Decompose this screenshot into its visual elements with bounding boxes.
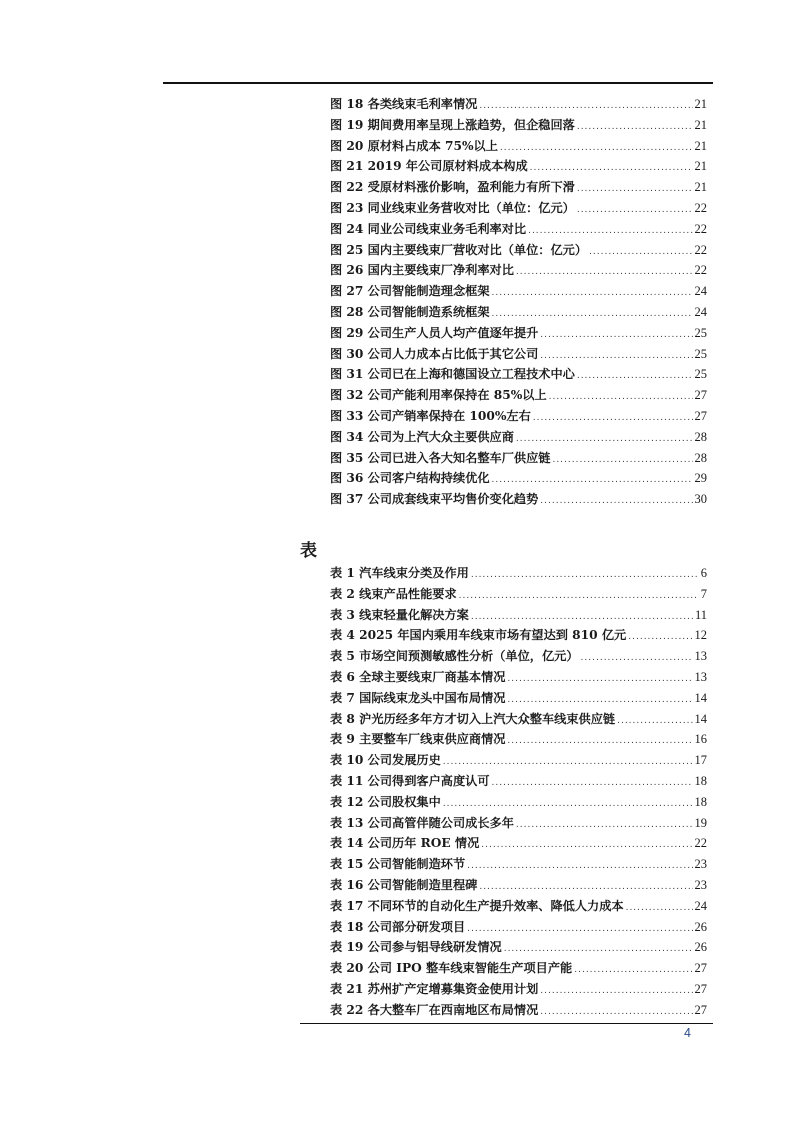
toc-figure-entry-label: 图 24 同业公司线束业务毛利率对比 [330, 221, 527, 236]
toc-figure-entry-label: 图 32 公司产能利用率保持在 85%以上 [330, 388, 547, 403]
dot-leader [577, 179, 693, 200]
toc-table-entry[interactable] [330, 750, 707, 771]
toc-figure-entry-label: 图 26 国内主要线束厂净利率对比 [330, 263, 514, 278]
dot-leader [528, 221, 692, 242]
toc-table-entry-page: 13 [694, 669, 707, 684]
toc-figure-entry-page: 30 [694, 492, 707, 507]
toc-table-entry-label: 表 13 公司高管伴随公司成长多年 [330, 815, 514, 830]
toc-figure-entry[interactable] [330, 115, 707, 136]
toc-table-entry-page: 14 [694, 690, 707, 705]
toc-figure-entry-label: 图 33 公司产销率保持在 100%左右 [330, 408, 531, 423]
toc-table-entry[interactable] [330, 917, 707, 938]
page-number: 4 [684, 1026, 691, 1040]
toc-table-entry[interactable] [330, 584, 707, 605]
toc-table-entry-page: 17 [694, 753, 707, 768]
toc-table-entry-label: 表 12 公司股权集中 [330, 794, 441, 809]
toc-table-entry-label: 表 18 公司部分研发项目 [330, 919, 466, 934]
toc-table-entry[interactable] [330, 792, 707, 813]
toc-figure-entry-page: 22 [694, 221, 707, 236]
toc-figure-entry-page: 21 [694, 159, 707, 174]
dot-leader [577, 117, 693, 138]
toc-figure-entry[interactable] [330, 385, 707, 406]
toc-figure-entry-label: 图 21 2019 年公司原材料成本构成 [330, 159, 528, 174]
toc-figure-entry-label: 图 27 公司智能制造理念框架 [330, 284, 490, 299]
dot-leader [549, 387, 693, 408]
toc-table-entry[interactable] [330, 646, 707, 667]
toc-figure-entry[interactable] [330, 260, 707, 281]
dot-leader [479, 877, 692, 898]
toc-table-entry[interactable] [330, 854, 707, 875]
dot-leader [540, 325, 692, 346]
dot-leader [581, 648, 693, 669]
toc-table-entry-page: 12 [694, 628, 707, 643]
toc-table-entry-label: 表 22 各大整车厂在西南地区布局情况 [330, 1002, 539, 1017]
toc-table-entry-label: 表 7 国际线束龙头中国布局情况 [330, 690, 506, 705]
toc-figure-entry-label: 图 18 各类线束毛利率情况 [330, 97, 478, 111]
toc-figure-entry[interactable] [330, 406, 707, 427]
toc-figure-entry[interactable] [330, 448, 707, 469]
toc-figure-entry[interactable] [330, 177, 707, 198]
toc-figure-entry[interactable] [330, 156, 707, 177]
toc-table-entry[interactable] [330, 771, 707, 792]
toc-table-entry-label: 表 21 苏州扩产定增募集资金使用计划 [330, 981, 539, 996]
toc-figure-entry[interactable] [330, 468, 707, 489]
dot-leader [492, 283, 693, 304]
toc-table-entry[interactable] [330, 958, 707, 979]
toc-figure-entry-label: 图 37 公司成套线束平均售价变化趋势 [330, 492, 539, 507]
toc-table-entry-page: 11 [694, 607, 707, 622]
toc-figure-entry-label: 图 36 公司客户结构持续优化 [330, 471, 490, 486]
toc-figure-entry-page: 25 [694, 346, 707, 361]
dot-leader [459, 586, 699, 607]
toc-figure-entry-label: 图 30 公司人力成本占比低于其它公司 [330, 346, 539, 361]
dot-leader [577, 200, 693, 221]
toc-table-entry[interactable] [330, 605, 707, 626]
toc-figure-entry[interactable] [330, 240, 707, 261]
toc-figure-entry[interactable] [330, 323, 707, 344]
toc-table-entry[interactable] [330, 625, 707, 646]
toc-figure-entry[interactable] [330, 344, 707, 365]
dot-leader [471, 565, 699, 586]
toc-figure-entry-label: 图 31 公司已在上海和德国设立工程技术中心 [330, 367, 575, 382]
toc-table-entry-label: 表 10 公司发展历史 [330, 753, 441, 768]
toc-figure-entry-label: 图 23 同业线束业务营收对比（单位：亿元） [330, 200, 575, 215]
toc-figure-entry[interactable] [330, 94, 707, 115]
toc-table-entry-label: 表 17 不同环节的自动化生产提升效率、降低人力成本 [330, 898, 624, 913]
toc-table-entry-page: 18 [694, 773, 707, 788]
dot-leader [507, 731, 692, 752]
tables-section-heading: 表 [300, 541, 317, 561]
toc-table-entry-page: 7 [700, 586, 707, 601]
dot-leader [443, 794, 693, 815]
toc-table-entry-page: 19 [694, 815, 707, 830]
dot-leader [516, 815, 693, 836]
toc-table-entry[interactable] [330, 688, 707, 709]
toc-figure-entry-page: 21 [694, 117, 707, 132]
toc-figure-entry-page: 29 [694, 471, 707, 486]
dot-leader [443, 752, 693, 773]
toc-table-entry-label: 表 15 公司智能制造环节 [330, 857, 466, 872]
dot-leader [481, 835, 692, 856]
toc-figure-entry-label: 图 25 国内主要线束厂营收对比（单位：亿元） [330, 242, 588, 257]
dot-leader [492, 304, 693, 325]
toc-table-entry-page: 27 [694, 1002, 707, 1017]
dot-leader [507, 690, 692, 711]
toc-table-entry[interactable] [330, 813, 707, 834]
toc-table-entry[interactable] [330, 896, 707, 917]
dot-leader [540, 491, 692, 512]
dot-leader [507, 669, 692, 690]
toc-figure-entry[interactable] [330, 302, 707, 323]
toc-table-entry-label: 表 9 主要整车厂线束供应商情况 [330, 732, 506, 747]
table-list [330, 563, 707, 1021]
toc-figure-entry-page: 28 [694, 429, 707, 444]
footer-rule [300, 1023, 713, 1024]
toc-table-entry-label: 表 3 线束轻量化解决方案 [330, 607, 469, 622]
toc-table-entry-page: 18 [694, 794, 707, 809]
dot-leader [552, 450, 692, 471]
dot-leader [500, 138, 693, 159]
dot-leader [479, 96, 692, 117]
toc-table-entry-label: 表 6 全球主要线束厂商基本情况 [330, 669, 506, 684]
toc-figure-entry[interactable] [330, 364, 707, 385]
toc-table-entry-page: 23 [694, 857, 707, 872]
toc-figure-entry-label: 图 35 公司已进入各大知名整车厂供应链 [330, 450, 551, 465]
toc-table-entry-label: 表 19 公司参与铝导线研发情况 [330, 940, 502, 955]
toc-table-entry[interactable] [330, 729, 707, 750]
toc-figure-entry-page: 21 [694, 180, 707, 195]
toc-figure-entry[interactable] [330, 489, 707, 510]
dot-leader [504, 939, 693, 960]
toc-figure-entry[interactable] [330, 198, 707, 219]
toc-figure-entry-label: 图 19 期间费用率呈现上涨趋势，但企稳回落 [330, 117, 575, 132]
dot-leader [467, 856, 692, 877]
dot-leader [516, 429, 693, 450]
toc-figure-entry-page: 25 [694, 367, 707, 382]
figure-list [330, 94, 707, 510]
toc-table-entry-label: 表 1 汽车线束分类及作用 [330, 566, 469, 580]
toc-figure-entry-page: 24 [694, 304, 707, 319]
toc-table-entry-page: 23 [694, 877, 707, 892]
dot-leader [533, 408, 693, 429]
toc-table-entry-page: 27 [694, 961, 707, 976]
dot-leader [626, 898, 693, 919]
toc-table-entry[interactable] [330, 1000, 707, 1021]
toc-figure-entry-label: 图 28 公司智能制造系统框架 [330, 304, 490, 319]
dot-leader [540, 346, 692, 367]
toc-table-entry[interactable] [330, 875, 707, 896]
toc-figure-entry-page: 25 [694, 325, 707, 340]
dot-leader [530, 158, 693, 179]
toc-table-entry-page: 26 [694, 919, 707, 934]
toc-figure-entry-page: 22 [694, 242, 707, 257]
toc-table-entry[interactable] [330, 937, 707, 958]
toc-table-entry-page: 14 [694, 711, 707, 726]
toc-figure-entry[interactable] [330, 219, 707, 240]
toc-table-entry-page: 16 [694, 732, 707, 747]
toc-figure-entry-label: 图 29 公司生产人员人均产值逐年提升 [330, 325, 539, 340]
toc-figure-entry-label: 图 34 公司为上汽大众主要供应商 [330, 429, 514, 444]
dot-leader [492, 773, 693, 794]
toc-figure-entry[interactable] [330, 136, 707, 157]
toc-table-entry-label: 表 14 公司历年 ROE 情况 [330, 836, 480, 851]
dot-leader [589, 242, 692, 263]
toc-table-entry[interactable] [330, 709, 707, 730]
toc-table-entry-label: 表 8 沪光历经多年方才切入上汽大众整车线束供应链 [330, 711, 616, 726]
dot-leader [577, 366, 693, 387]
toc-table-entry-page: 13 [694, 649, 707, 664]
toc-table-entry-label: 表 11 公司得到客户高度认可 [330, 773, 490, 788]
dot-leader [540, 981, 692, 1002]
toc-table-entry-page: 24 [694, 898, 707, 913]
dot-leader [574, 960, 692, 981]
toc-table-entry-label: 表 20 公司 IPO 整车线束智能生产项目产能 [330, 961, 573, 976]
toc-figure-entry-label: 图 22 受原材料涨价影响，盈利能力有所下滑 [330, 180, 575, 195]
dot-leader [467, 919, 692, 940]
toc-figure-entry-page: 22 [694, 263, 707, 278]
toc-table-entry-label: 表 4 2025 年国内乘用车线束市场有望达到 810 亿元 [330, 628, 627, 643]
dot-leader [492, 470, 693, 491]
dot-leader [516, 262, 693, 283]
toc-table-entry[interactable] [330, 563, 707, 584]
dot-leader [617, 711, 692, 732]
toc-table-entry-label: 表 5 市场空间预测敏感性分析（单位，亿元） [330, 649, 579, 664]
toc-table-entry-page: 22 [694, 836, 707, 851]
toc-figure-entry-page: 28 [694, 450, 707, 465]
toc-figure-entry-page: 21 [694, 97, 707, 111]
toc-table-entry[interactable] [330, 979, 707, 1000]
toc-figure-entry[interactable] [330, 281, 707, 302]
toc-figure-entry-page: 27 [694, 408, 707, 423]
toc-table-entry-page: 6 [700, 566, 707, 580]
toc-table-entry-label: 表 2 线束产品性能要求 [330, 586, 457, 601]
toc-figure-entry-page: 22 [694, 200, 707, 215]
toc-table-entry[interactable] [330, 667, 707, 688]
toc-table-entry-page: 26 [694, 940, 707, 955]
toc-figure-entry-page: 24 [694, 284, 707, 299]
toc-table-entry-label: 表 16 公司智能制造里程碑 [330, 877, 478, 892]
toc-figure-entry[interactable] [330, 427, 707, 448]
dot-leader [471, 607, 693, 628]
dot-leader [628, 627, 692, 648]
toc-table-entry-page: 27 [694, 981, 707, 996]
dot-leader [540, 1002, 692, 1023]
toc-figure-entry-label: 图 20 原材料占成本 75%以上 [330, 138, 498, 153]
header-rule [163, 82, 713, 84]
toc-figure-entry-page: 21 [694, 138, 707, 153]
toc-table-entry[interactable] [330, 833, 707, 854]
toc-figure-entry-page: 27 [694, 388, 707, 403]
